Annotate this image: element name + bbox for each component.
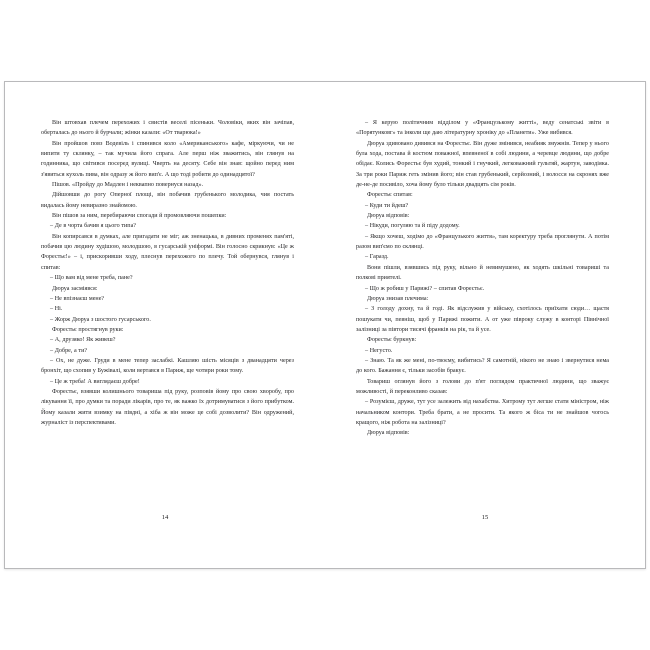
paragraph: – Ох, не дуже. Груди в мене тепер заслабкі. Кашляю шість місяців з дванадцяти через бронхіт, що схопив у Бужівалі, коли вертався в Париж, ще чотири роки тому.: [41, 357, 294, 375]
paragraph: Форестьє буркнув:: [367, 337, 417, 344]
paragraph: – З голоду дохну, та й годі. Як відслужив у війську, схотілось приїхати сюди… щастя пошукати чи, певніш, щоб у Парижі пожити. А от уже півроку служу в конторі Північної залізниці за півтори тисячі франків на рік, та й усе.: [356, 306, 609, 333]
paragraph: Пішов. «Пройду до Мадлен і неквапно повернуся назад».: [52, 182, 204, 189]
paragraph: Дійшовши до рогу Оперної площі, він побачив грубенького молодика, чия постать видалась йому невиразно знайомою.: [41, 192, 294, 209]
paragraph: – Негусто.: [365, 347, 393, 354]
paragraph: Форестьє простягнув руки:: [52, 326, 124, 333]
paragraph: – Знаю. Та як же мені, по-твоєму, вибитись? Я самотній, нікого не знаю і звернутися нема до кого. Бажання є, тільки засобів бракує.: [356, 357, 609, 375]
paragraph: – Куди ти йдеш?: [365, 202, 409, 209]
paragraph: Форестьє спитав:: [367, 192, 413, 199]
paragraph: Він пройшов повз Водевіль і спинився коло «Американського» кафе, міркуючи, чи не випити ту склянку, – так мучила його спрага. Але перш ніж зважитись, він глянув на годинника, що світився посеред вулиці. Чверть на десяту. Себе він знав: щойно перед ним з'явиться кухоль пива, він одразу ж його вип'є. А що тоді робити до одинадцятої?: [41, 140, 294, 178]
paragraph: Дюруа здивовано дивився на Форестьє. Він дуже змінився, неабияк змужнів. Тепер у нього була хода, постава й костюм поважної, впевненої в собі людини, а черевце людини, що добре обідає. Колись Форестьє був худий, тонкий і гнучкий, легковажний гультяй, жартун, заводіяка. За три роки Париж геть змінив його; він став грубенький, серйозний, і волосся на скронях вже де-не-де посивіло, хоча йому було тільки двадцять сім років.: [356, 140, 609, 189]
paragraph: – Жорж Дюруа з шостого гусарського.: [50, 316, 151, 323]
paragraph: Він штовхав плечем перехожих і свистів веселі пісеньки. Чоловіки, яких він зачіпав, оберталась до нього й бурчали; жінки казали: «От тварюка!»: [41, 120, 294, 137]
paragraph: Він пішов за ним, перебираючи спогади й промовляючи пошепки:: [52, 213, 227, 220]
paragraph: – Розумієш, друже, тут усе залежить від нахабства. Хитрому тут легше стати міністром, ніж начальником контори. Треба брати, а не просити. Та якого ж біса ти не знайшов чогось кращого, ніж робота на залізниці?: [356, 399, 609, 426]
paragraph: – Що ж робиш у Парижі? – спитав Форестьє.: [365, 285, 485, 292]
page-right-folio: 15: [481, 514, 489, 522]
paragraph: – Нікуди, погуляю та й піду додому.: [365, 223, 460, 230]
book-page-right: [325, 82, 645, 568]
paragraph: – Ні.: [50, 306, 63, 313]
book-page-left: [5, 82, 325, 568]
paragraph: Він копирсався в думках, але пригадати не міг; аж зненацька, в дивних променях пам'яті, побачив цю людину худішою, молодшою, в гусарській уніформі. Він голосно скрикнув: «Це ж Форестьє!» – і, прискоривши ходу, плеснув перехожого по плечу. Той обернувся, глянув і спитав:: [41, 233, 294, 271]
page-right-body-text: [356, 118, 609, 439]
paragraph: Дюруа відповів:: [367, 430, 410, 437]
paragraph: – Я керую політичним відділом у «Французькому житті», веду сенатські звіти в «Порятунковг» та інколи ще даю літературну хроніку до «Планети». Уже вибився.: [356, 120, 609, 137]
book-spread: [4, 81, 646, 569]
paragraph: – А, друзяко! Як живеш?: [50, 337, 116, 344]
page-left-body-text: [41, 118, 294, 428]
paragraph: – Гаразд.: [365, 254, 389, 261]
paragraph: – Де в чорта бачив я цього типа?: [50, 223, 137, 230]
paragraph: – Якщо хочеш, ходімо до «Французького життя», там коректуру треба проглянути. А потім разом вип'ємо по склянці.: [356, 233, 609, 251]
paragraph: Товариш оглянув його з голови до п'ят поглядом практичної людини, що зважує можливості, й переконливо сказав:: [356, 378, 609, 395]
paragraph: Вони пішли, взявшись під руку, вільно й невимушено, як ходять шкільні товариші та полкові приятелі.: [356, 264, 609, 282]
paragraph: Дюруа відповів:: [367, 213, 410, 220]
paragraph: – Це ж треба! А виглядаєш добре!: [50, 378, 140, 385]
paragraph: – Добре, а ти?: [50, 347, 88, 354]
paragraph: – Не впізнаєш мене?: [50, 295, 105, 302]
paragraph: Дюруа засміявся:: [52, 285, 98, 292]
paragraph: – Що вам від мене треба, пане?: [50, 275, 133, 282]
paragraph: Дюруа знизав плечима:: [367, 295, 429, 302]
paragraph: Форестьє, взявши колишнього товариша під руку, розповів йому про свою хворобу, про лікування її, про думки та поради лікарів, про те, як важко їх дотримуватися з його прибутком. Йому казали жити взимку на півдні, а хіба ж він може це собі дозволити? Він одружений, журналіст із перспективами.: [41, 388, 294, 426]
page-left-folio: 14: [161, 514, 169, 522]
